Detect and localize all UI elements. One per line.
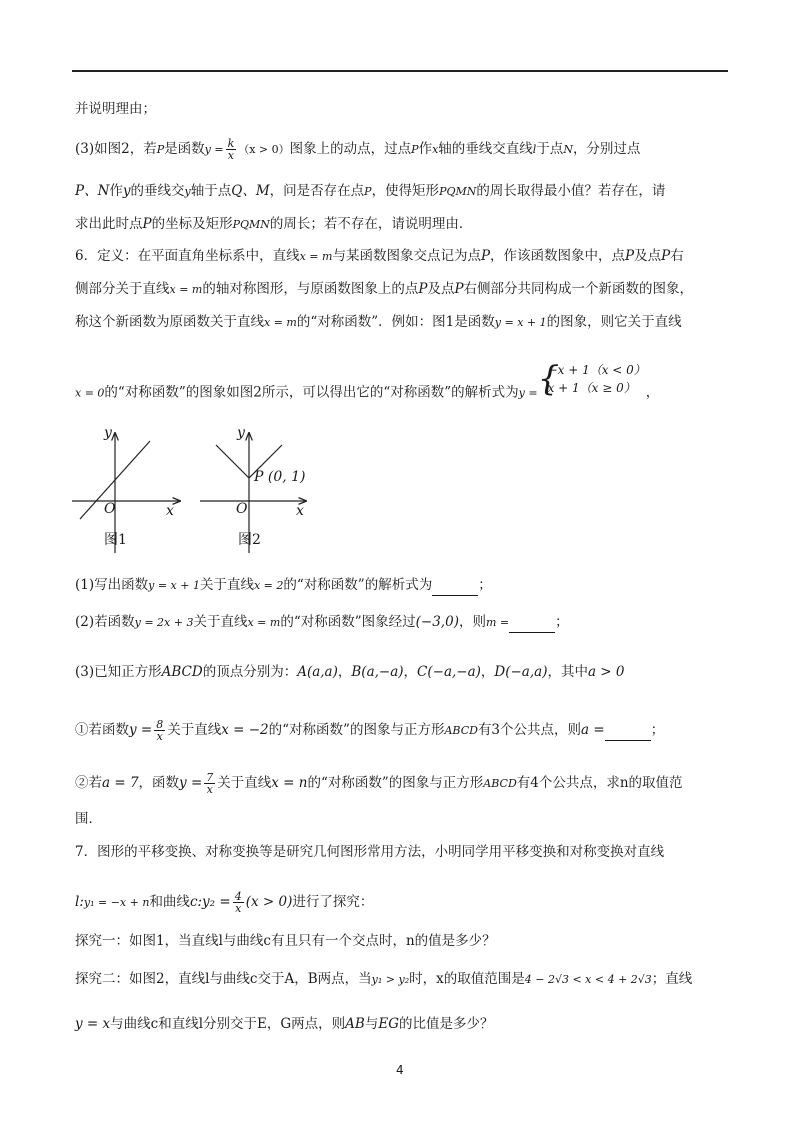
rect-name: PQMN bbox=[439, 185, 477, 198]
text: ，使得矩形 bbox=[371, 183, 440, 199]
q6-part2 bbox=[75, 612, 735, 633]
q6-part3-b-cont bbox=[75, 809, 735, 829]
line-eq: x = m bbox=[299, 250, 333, 263]
fig1-y-label: y bbox=[104, 425, 112, 441]
part-label: (2) bbox=[75, 614, 95, 630]
q5-part3-line-3 bbox=[75, 214, 735, 235]
text: 的比值是多少？ bbox=[398, 1016, 494, 1032]
vertex-d: D(−a,a) bbox=[494, 664, 548, 680]
brace-icon: { bbox=[537, 359, 560, 399]
text: 进行了探究： bbox=[292, 894, 374, 910]
text: 有4个公共点，求n的取值范 bbox=[516, 775, 683, 791]
text: 轴的垂线交直线 bbox=[438, 141, 533, 157]
text: ，问是否存在点 bbox=[269, 183, 365, 199]
q7-line-4 bbox=[75, 969, 735, 990]
q7-line-5 bbox=[75, 1014, 735, 1034]
func-lhs: y = bbox=[204, 143, 224, 156]
function-eq: y = x + 1 bbox=[494, 316, 547, 329]
point-p: P bbox=[661, 248, 671, 264]
text: 和曲线 bbox=[149, 894, 190, 910]
q6-part3: (3)已知正方形ABCD的顶点分别为：A(a,a)，B(a,−a)，C(−a,−a)，D(−a,a)，其中a > 0 bbox=[75, 664, 625, 680]
points-pn: P、N bbox=[75, 183, 110, 199]
q7-line-2 bbox=[75, 891, 735, 914]
text: 写出函数 bbox=[94, 577, 149, 593]
text: 围． bbox=[75, 811, 102, 827]
text: 作 bbox=[109, 183, 123, 199]
text: ②若 bbox=[75, 775, 102, 791]
q6-line-1 bbox=[75, 246, 735, 267]
figures bbox=[68, 425, 328, 559]
rect-name: PQMN bbox=[232, 218, 270, 231]
text: 轴于点 bbox=[190, 183, 232, 199]
range: 4 − 2√3 < x < 4 + 2√3 bbox=[524, 973, 652, 986]
fig2-x-label: x bbox=[296, 503, 304, 519]
q6-part3-b bbox=[75, 772, 735, 795]
square-name: ABCD bbox=[444, 724, 478, 737]
point-p: P bbox=[156, 143, 165, 156]
point-p: P bbox=[625, 248, 635, 264]
text: ； bbox=[650, 722, 665, 738]
var-a: a = bbox=[581, 722, 605, 738]
fraction bbox=[154, 719, 165, 742]
q5-part3-line-1 bbox=[75, 138, 735, 161]
vertex-a: A(a,a) bbox=[297, 664, 338, 680]
numerator: k bbox=[227, 137, 235, 150]
denominator: x bbox=[206, 783, 213, 796]
vertex-b: B(a,−a) bbox=[351, 664, 404, 680]
text: 已知正方形 bbox=[94, 664, 162, 680]
function-eq: y = 2x + 3 bbox=[134, 616, 194, 629]
line-l-label: l: bbox=[75, 894, 84, 910]
axis-x: x bbox=[432, 143, 439, 156]
text: ①若函数 bbox=[75, 722, 129, 738]
fig1-x-label: x bbox=[166, 503, 174, 519]
text: 关于直线 bbox=[217, 775, 272, 791]
segment-ab: AB bbox=[345, 1016, 365, 1032]
q7-line-3 bbox=[75, 931, 735, 951]
text: 与曲线c和直线l分别交于E，G两点，则 bbox=[110, 1016, 346, 1032]
text: 求出此时点 bbox=[75, 216, 143, 232]
text: 时，x的取值范围是 bbox=[409, 971, 525, 987]
q6-line-4 bbox=[75, 359, 735, 411]
text: 6．定义：在平面直角坐标系中，直线 bbox=[75, 248, 300, 264]
text: 的坐标及矩形 bbox=[151, 216, 233, 232]
line-eq: x = −2 bbox=[221, 722, 269, 738]
square-name: ABCD bbox=[483, 777, 517, 790]
points-qm: Q、M bbox=[231, 183, 270, 199]
text: 的垂线交 bbox=[130, 183, 185, 199]
point-n: N bbox=[563, 143, 573, 156]
text: ； bbox=[555, 614, 569, 630]
piecewise-function bbox=[538, 361, 646, 397]
line-eq: x = 2 bbox=[253, 579, 284, 592]
inequality: y₁ > y₂ bbox=[371, 973, 410, 986]
q5-line-1 bbox=[75, 99, 735, 119]
text: 的“对称函数”图象经过 bbox=[280, 614, 416, 630]
point-p: P bbox=[418, 281, 428, 297]
text: 右侧部分共同构成一个新函数的图象， bbox=[463, 281, 694, 297]
text: ，分别过点 bbox=[572, 141, 641, 157]
function-eq: y = x bbox=[75, 1016, 111, 1032]
fraction-k-over-x bbox=[226, 138, 237, 161]
numerator: 8 bbox=[156, 718, 164, 731]
point-p: P bbox=[480, 248, 491, 264]
q6-line-3 bbox=[75, 312, 735, 333]
fig2-y-label: y bbox=[237, 425, 245, 441]
denominator: x bbox=[156, 730, 163, 743]
text: 称这个新函数为原函数关于直线 bbox=[75, 314, 264, 330]
fraction bbox=[204, 772, 215, 795]
condition: a = 7 bbox=[102, 775, 139, 791]
text: 作 bbox=[418, 141, 433, 157]
func-lhs: y₂ = bbox=[202, 894, 231, 910]
part-label: (3) bbox=[75, 141, 95, 157]
text: ，作该函数图象中，点 bbox=[490, 248, 626, 264]
fig2-caption: 图2 bbox=[238, 532, 261, 548]
text: 是函数 bbox=[164, 141, 205, 157]
var-m: m = bbox=[485, 616, 510, 629]
func-lhs: y = bbox=[129, 722, 153, 738]
denominator: x bbox=[235, 902, 242, 915]
axis-y: y bbox=[184, 185, 191, 198]
function-eq: y = x + 1 bbox=[148, 579, 200, 592]
text: ； bbox=[478, 577, 492, 593]
case-1: −x + 1（x < 0） bbox=[547, 363, 646, 377]
point-p: P bbox=[364, 185, 372, 198]
text: 的“对称函数”的图象与正方形 bbox=[268, 722, 445, 738]
text: 的图象，则它关于直线 bbox=[546, 314, 682, 330]
fig1-caption: 图1 bbox=[104, 532, 127, 548]
text: 与某函数图象交点记为点 bbox=[332, 248, 481, 264]
func-lhs: y = bbox=[179, 775, 203, 791]
fig1-origin: O bbox=[104, 501, 116, 517]
text: 若函数 bbox=[94, 614, 135, 630]
text: 的“对称函数”．例如：图1是函数 bbox=[296, 314, 495, 330]
text: 7．图形的平移变换、对称变换等是研究几何图形常用方法，小明同学用平移变换和对称变换对直线 bbox=[75, 844, 665, 860]
text: ；直线 bbox=[651, 971, 693, 987]
line-eq: x = m bbox=[264, 316, 297, 329]
text: ， bbox=[645, 384, 660, 401]
part-label: (3) bbox=[75, 664, 95, 680]
text: 的“对称函数”的图象如图2所示，可以得出它的“对称函数”的解析式为 bbox=[104, 384, 519, 401]
line-eq: y₁ = −x + n bbox=[83, 896, 150, 909]
text: 关于直线 bbox=[193, 614, 248, 630]
condition: (x > 0) bbox=[245, 894, 293, 910]
fraction bbox=[233, 891, 244, 914]
numerator: 7 bbox=[206, 771, 214, 784]
left-branch bbox=[216, 445, 249, 478]
denominator: x bbox=[227, 149, 234, 162]
point-p: P bbox=[142, 216, 152, 232]
curve-c-label: c: bbox=[189, 894, 203, 910]
text: 及点 bbox=[634, 248, 662, 264]
func-lhs: y = bbox=[518, 386, 538, 400]
q6-line-2 bbox=[75, 279, 735, 300]
text: 及点 bbox=[427, 281, 455, 297]
condition: a > 0 bbox=[587, 664, 625, 680]
part-label: (1) bbox=[75, 577, 95, 593]
text: 的轴对称图形，与原函数图象上的点 bbox=[202, 281, 419, 297]
line-eq: x = 0 bbox=[75, 386, 105, 400]
answer-blank[interactable] bbox=[509, 612, 555, 633]
answer-blank[interactable] bbox=[432, 575, 478, 596]
text: 并说明理由； bbox=[75, 101, 156, 117]
text: 于点 bbox=[536, 141, 564, 157]
text: 与 bbox=[364, 1016, 379, 1032]
text: 的顶点分别为： bbox=[202, 664, 298, 680]
vertex-c: C(−a,−a) bbox=[417, 664, 481, 680]
case-2: x + 1（x ≥ 0） bbox=[547, 381, 636, 395]
text: 侧部分关于直线 bbox=[75, 281, 170, 297]
square-name: ABCD bbox=[161, 664, 203, 680]
point-p: P bbox=[411, 143, 419, 156]
text: 右 bbox=[670, 248, 684, 264]
condition: （x > 0） bbox=[238, 143, 290, 156]
header-rule bbox=[72, 70, 728, 72]
line-eq: x = m bbox=[169, 283, 203, 296]
text: 如图2，若 bbox=[94, 141, 157, 157]
text: 的周长；若不存在，请说明理由． bbox=[269, 216, 473, 232]
line-eq: x = n bbox=[271, 775, 308, 791]
text: ，则 bbox=[458, 614, 486, 630]
text: 探究二：如图2，直线l与曲线c交于A，B两点，当 bbox=[75, 971, 372, 987]
line-eq: x = m bbox=[247, 616, 281, 629]
text: 探究一：如图1，当直线l与曲线c有且只有一个交点时，n的值是多少？ bbox=[75, 933, 496, 949]
fig2-origin: O bbox=[236, 501, 248, 517]
page-number: 4 bbox=[396, 1063, 404, 1077]
text: 的周长取得最小值？若存在，请 bbox=[476, 183, 666, 199]
text: 的“对称函数”的图象与正方形 bbox=[307, 775, 484, 791]
text: 的“对称函数”的解析式为 bbox=[283, 577, 433, 593]
fig2-point-label: P (0, 1) bbox=[254, 469, 306, 485]
q7-line-1 bbox=[75, 842, 735, 862]
text: 图象上的动点，过点 bbox=[289, 141, 412, 157]
q6-part1 bbox=[75, 575, 735, 596]
text: 关于直线 bbox=[167, 722, 222, 738]
q5-part3-line-2 bbox=[75, 181, 735, 202]
line-l: l bbox=[532, 143, 537, 156]
numerator: 4 bbox=[234, 890, 242, 903]
q6-part3-a bbox=[75, 719, 735, 742]
point-p: P bbox=[454, 281, 464, 297]
text: ，函数 bbox=[138, 775, 180, 791]
text: 关于直线 bbox=[199, 577, 254, 593]
segment-eg: EG bbox=[378, 1016, 399, 1032]
axis-y: y bbox=[122, 183, 131, 199]
answer-blank[interactable] bbox=[605, 720, 651, 741]
text: ，其中 bbox=[547, 664, 588, 680]
text: 有3个公共点，则 bbox=[477, 722, 582, 738]
point-coords: (−3,0) bbox=[415, 614, 459, 630]
